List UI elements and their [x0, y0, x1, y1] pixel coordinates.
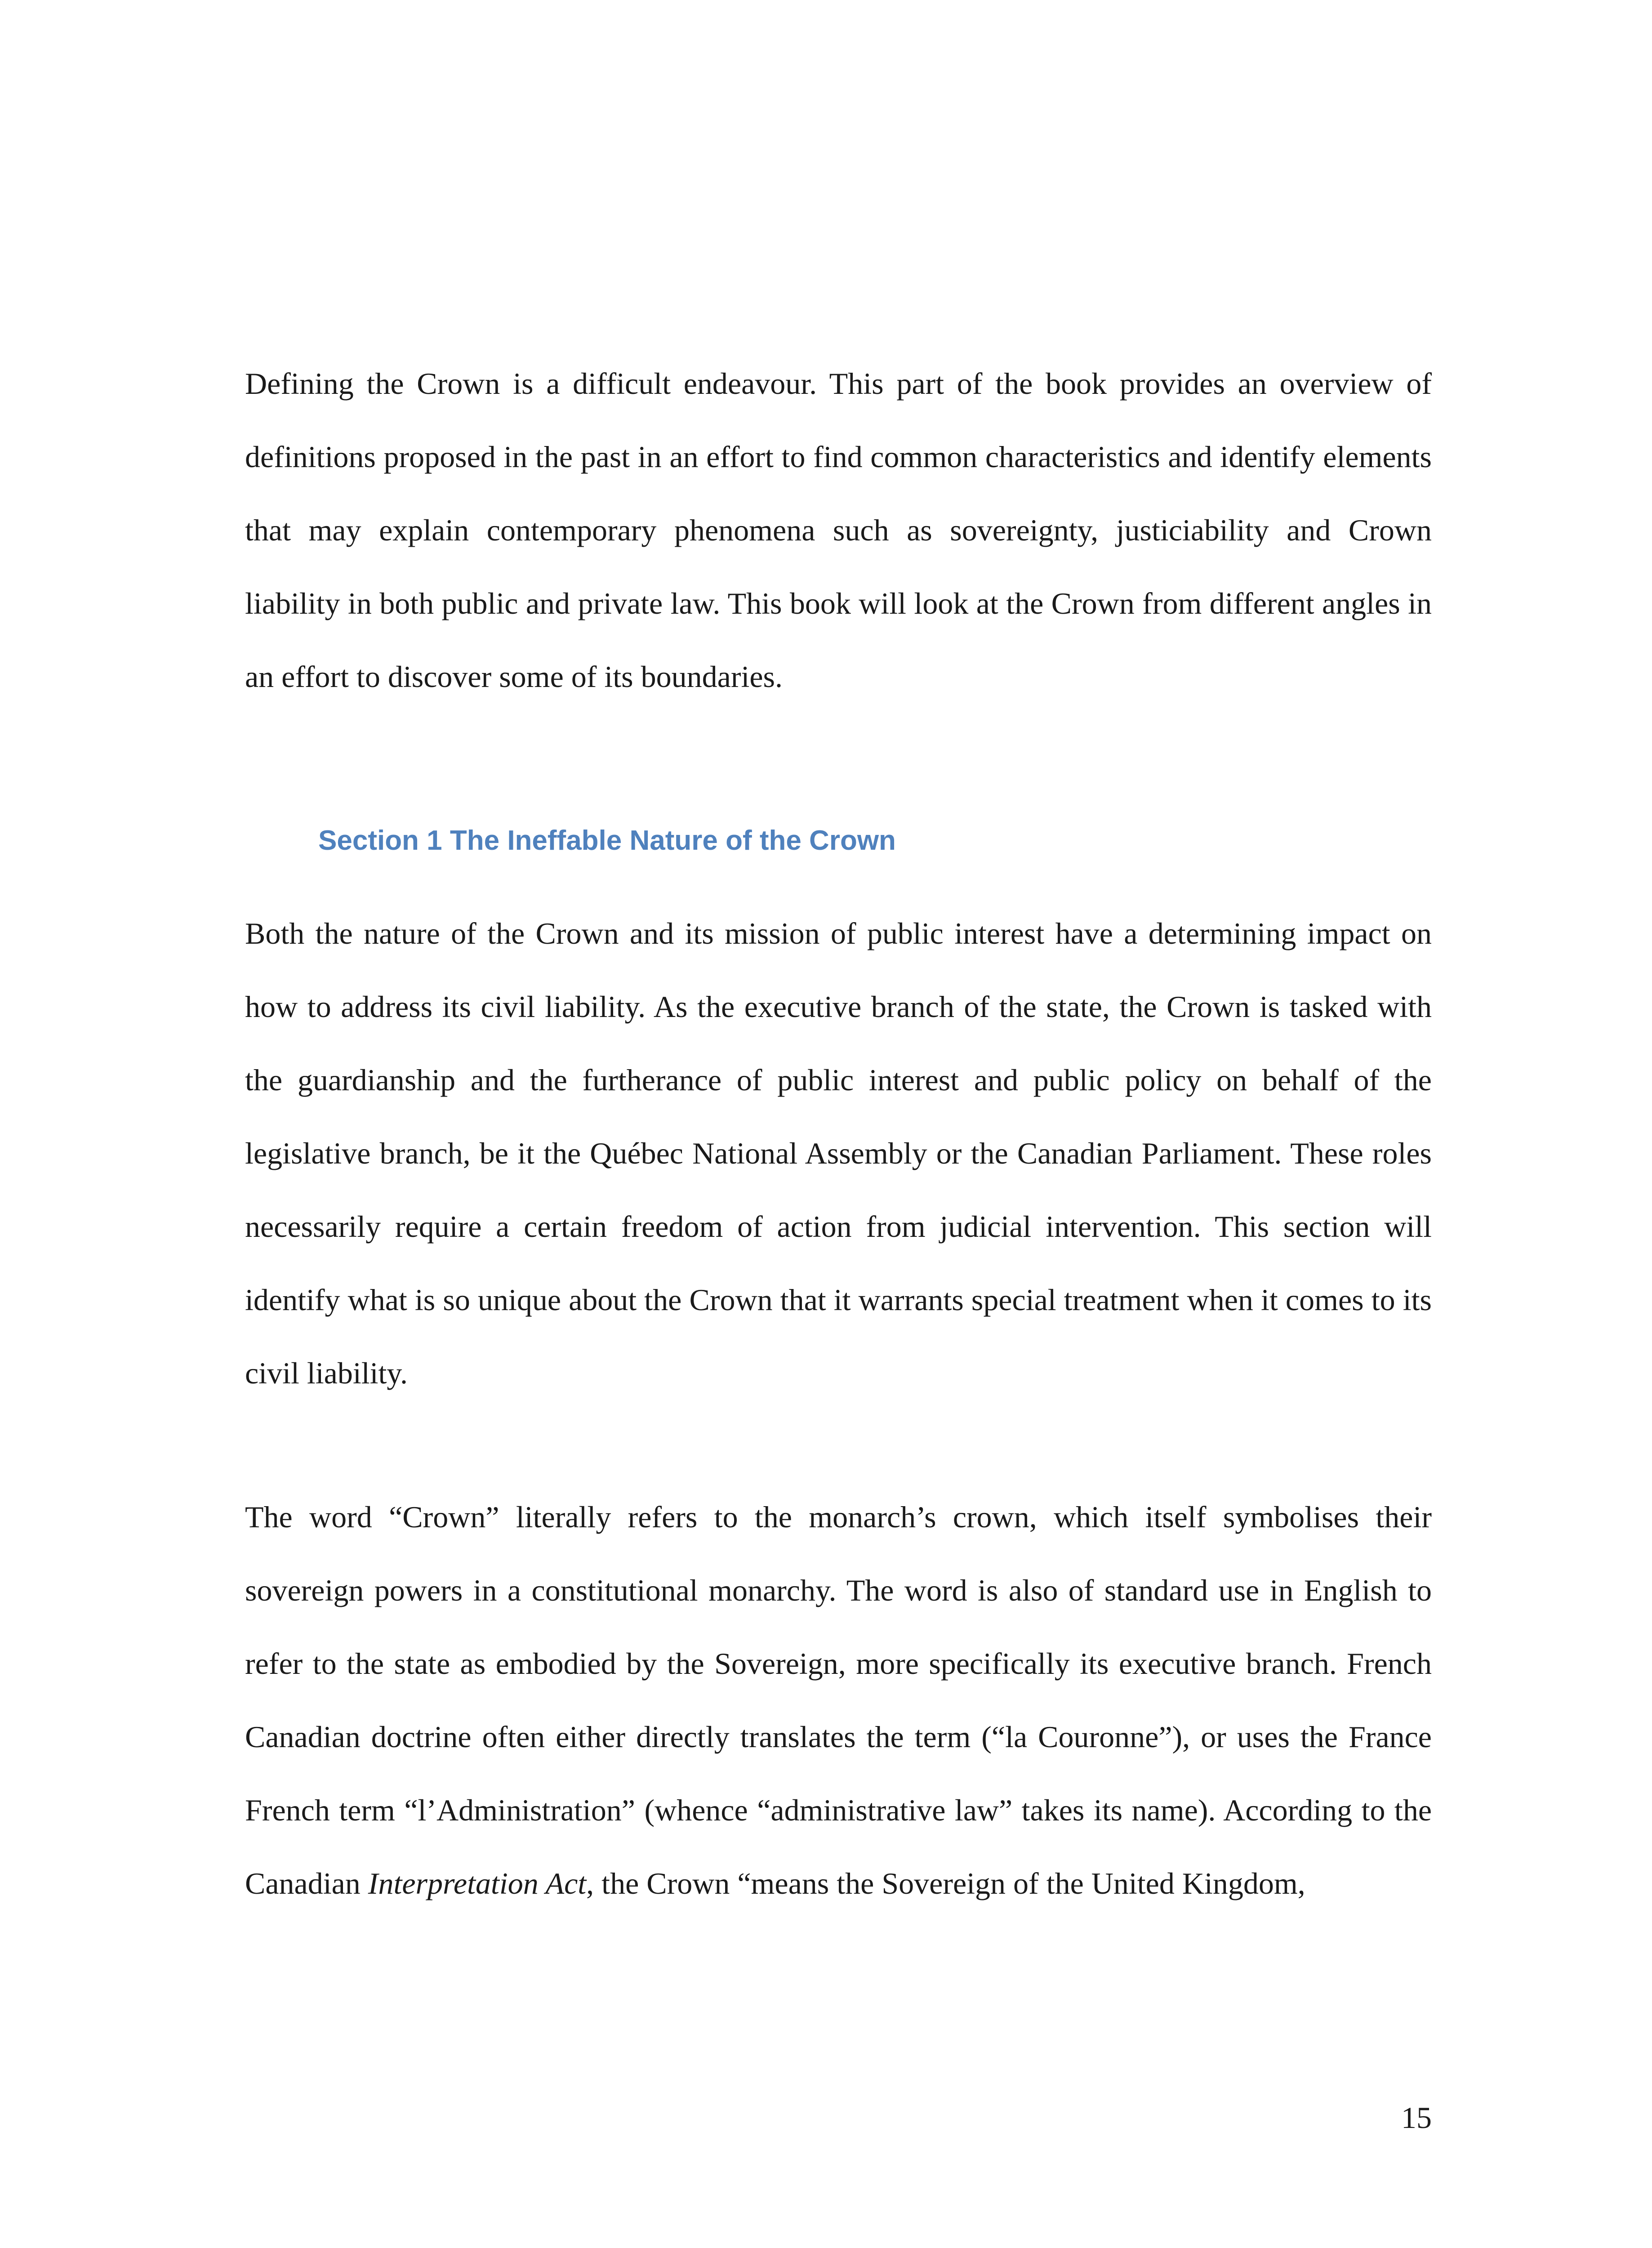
crown-word-text-after: , the Crown “means the Sovereign of the United Kingdom, — [586, 1866, 1305, 1900]
crown-word-paragraph — [245, 1481, 1432, 1920]
nature-paragraph: Both the nature of the Crown and its mission of public interest have a determining impact on how to address its civil liability. As the executive branch of the state, the Crown is tasked with the guardianship and the furtherance of public interest and public policy on behalf of the legislative branch, be it the Québec National Assembly or the Canadian Parliament. These roles necessarily require a certain freedom of action from judicial intervention. This section will identify what is so unique about the Crown that it warrants special treatment when it comes to its civil liability. — [245, 916, 1432, 1390]
intro-paragraph: Defining the Crown is a difficult endeavour. This part of the book provides an overview of definitions proposed in the past in an effort to find common characteristics and identify elements that may explain contemporary phenomena such as sovereignty, justiciability and Crown liability in both public and private law. This book will look at the Crown from different angles in an effort to discover some of its boundaries. — [245, 366, 1432, 694]
page-number: 15 — [1401, 2101, 1432, 2135]
crown-word-text-before: The word “Crown” literally refers to the monarch’s crown, which itself symbolises their sovereign powers in a constitutional monarchy. The word is also of standard use in English to refer to the state as embodied by the Sovereign, more specifically its executive branch. French Canadian doctrine often either directly translates the term (“la Couronne”), or uses the France French term “l’Administration” (whence “administrative law” takes its name). According to the Canadian — [245, 1500, 1432, 1900]
section-heading: Section 1 The Ineffable Nature of the Crown — [318, 825, 896, 856]
interpretation-act-title: Interpretation Act — [368, 1866, 587, 1900]
